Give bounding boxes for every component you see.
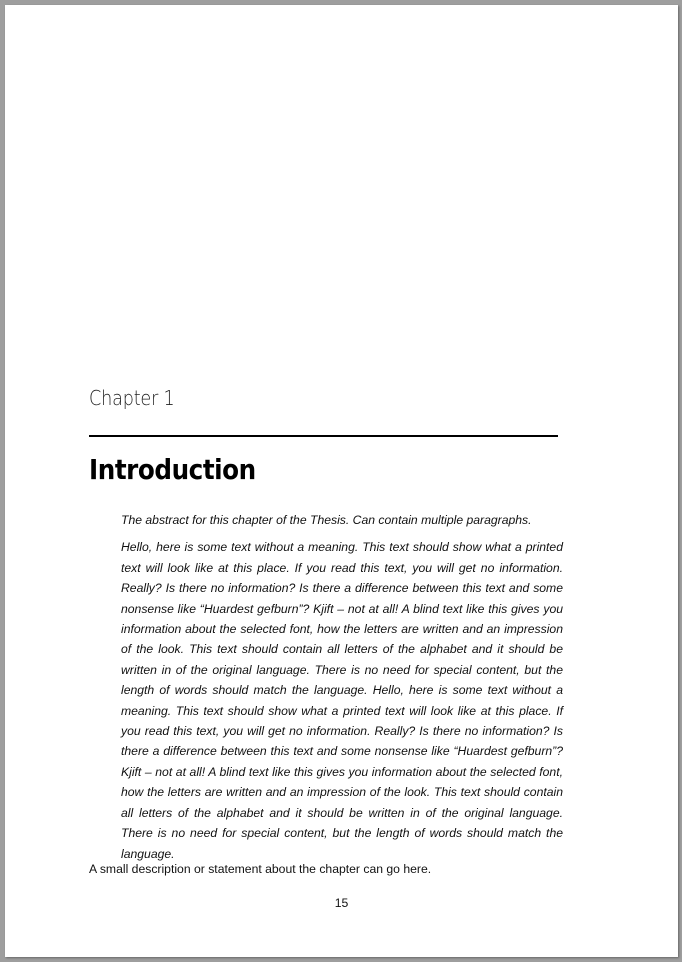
chapter-abstract [121, 510, 563, 864]
chapter-label: Chapter 1 [89, 386, 175, 410]
document-page [5, 5, 678, 957]
chapter-title: Introduction [89, 453, 256, 486]
abstract-lead-paragraph: The abstract for this chapter of the Thesis. Can contain multiple paragraphs. [121, 513, 532, 527]
chapter-rule [89, 435, 558, 437]
chapter-note: A small description or statement about the chapter can go here. [89, 862, 432, 876]
abstract-body-paragraph: Hello, here is some text without a meaning. This text should show what a printed text will look like at this place. If you read this text, you will get no information. Really? Is there no information? Is there a difference between this text and some nonsense like “Huardest gefburn”? Kjift – not at all! A blind text like this gives you information about the selected font, how the letters are written and an impression of the look. This text should contain all letters of the alphabet and it should be written in of the original language. There is no need for special content, but the length of words should match the language. Hello, here is some text without a meaning. This text should show what a printed text will look like at this place. If you read this text, you will get no information. Really? Is there no information? Is there a difference between this text and some nonsense like “Huardest gefburn”? Kjift – not at all! A blind text like this gives you information about the selected font, how the letters are written and an impression of the look. This text should contain all letters of the alphabet and it should be written in of the original language. There is no need for special content, but the length of words should match the language. [121, 540, 563, 861]
page-number: 15 [334, 896, 349, 910]
